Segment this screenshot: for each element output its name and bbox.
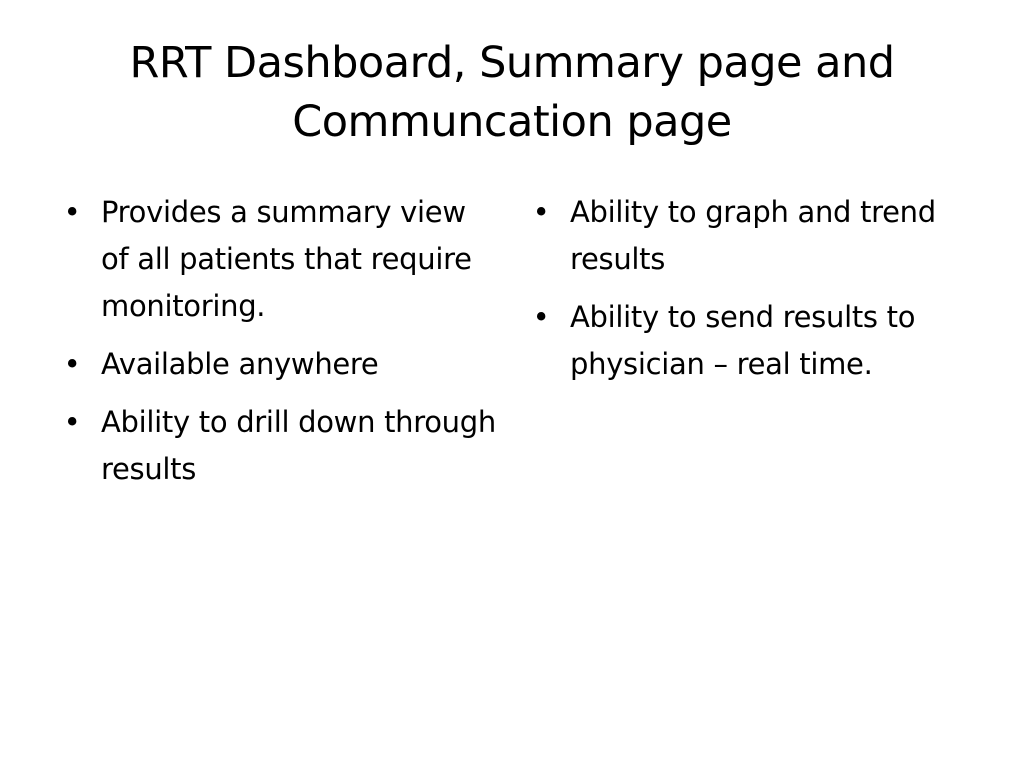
bullet-item bbox=[527, 189, 977, 283]
bullet-icon: • bbox=[532, 300, 550, 334]
bullet-text: Ability to send results to physician – real time. bbox=[570, 300, 916, 381]
bullet-icon: • bbox=[63, 405, 81, 439]
bullet-item bbox=[58, 399, 498, 493]
right-bullet-list bbox=[527, 189, 977, 399]
bullet-item bbox=[58, 341, 498, 388]
bullet-item bbox=[58, 189, 498, 330]
bullet-text: Available anywhere bbox=[101, 347, 379, 381]
bullet-text: Provides a summary view of all patients that require monitoring. bbox=[101, 195, 472, 323]
bullet-text: Ability to graph and trend results bbox=[570, 195, 936, 276]
left-bullet-list bbox=[58, 189, 498, 504]
bullet-icon: • bbox=[532, 195, 550, 229]
bullet-item bbox=[527, 294, 977, 388]
slide-title bbox=[50, 34, 974, 152]
slide-title-line-2: Communcation page bbox=[292, 97, 732, 147]
bullet-icon: • bbox=[63, 195, 81, 229]
bullet-text: Ability to drill down through results bbox=[101, 405, 496, 486]
slide-title-line-1: RRT Dashboard, Summary page and bbox=[129, 38, 895, 88]
bullet-icon: • bbox=[63, 347, 81, 381]
